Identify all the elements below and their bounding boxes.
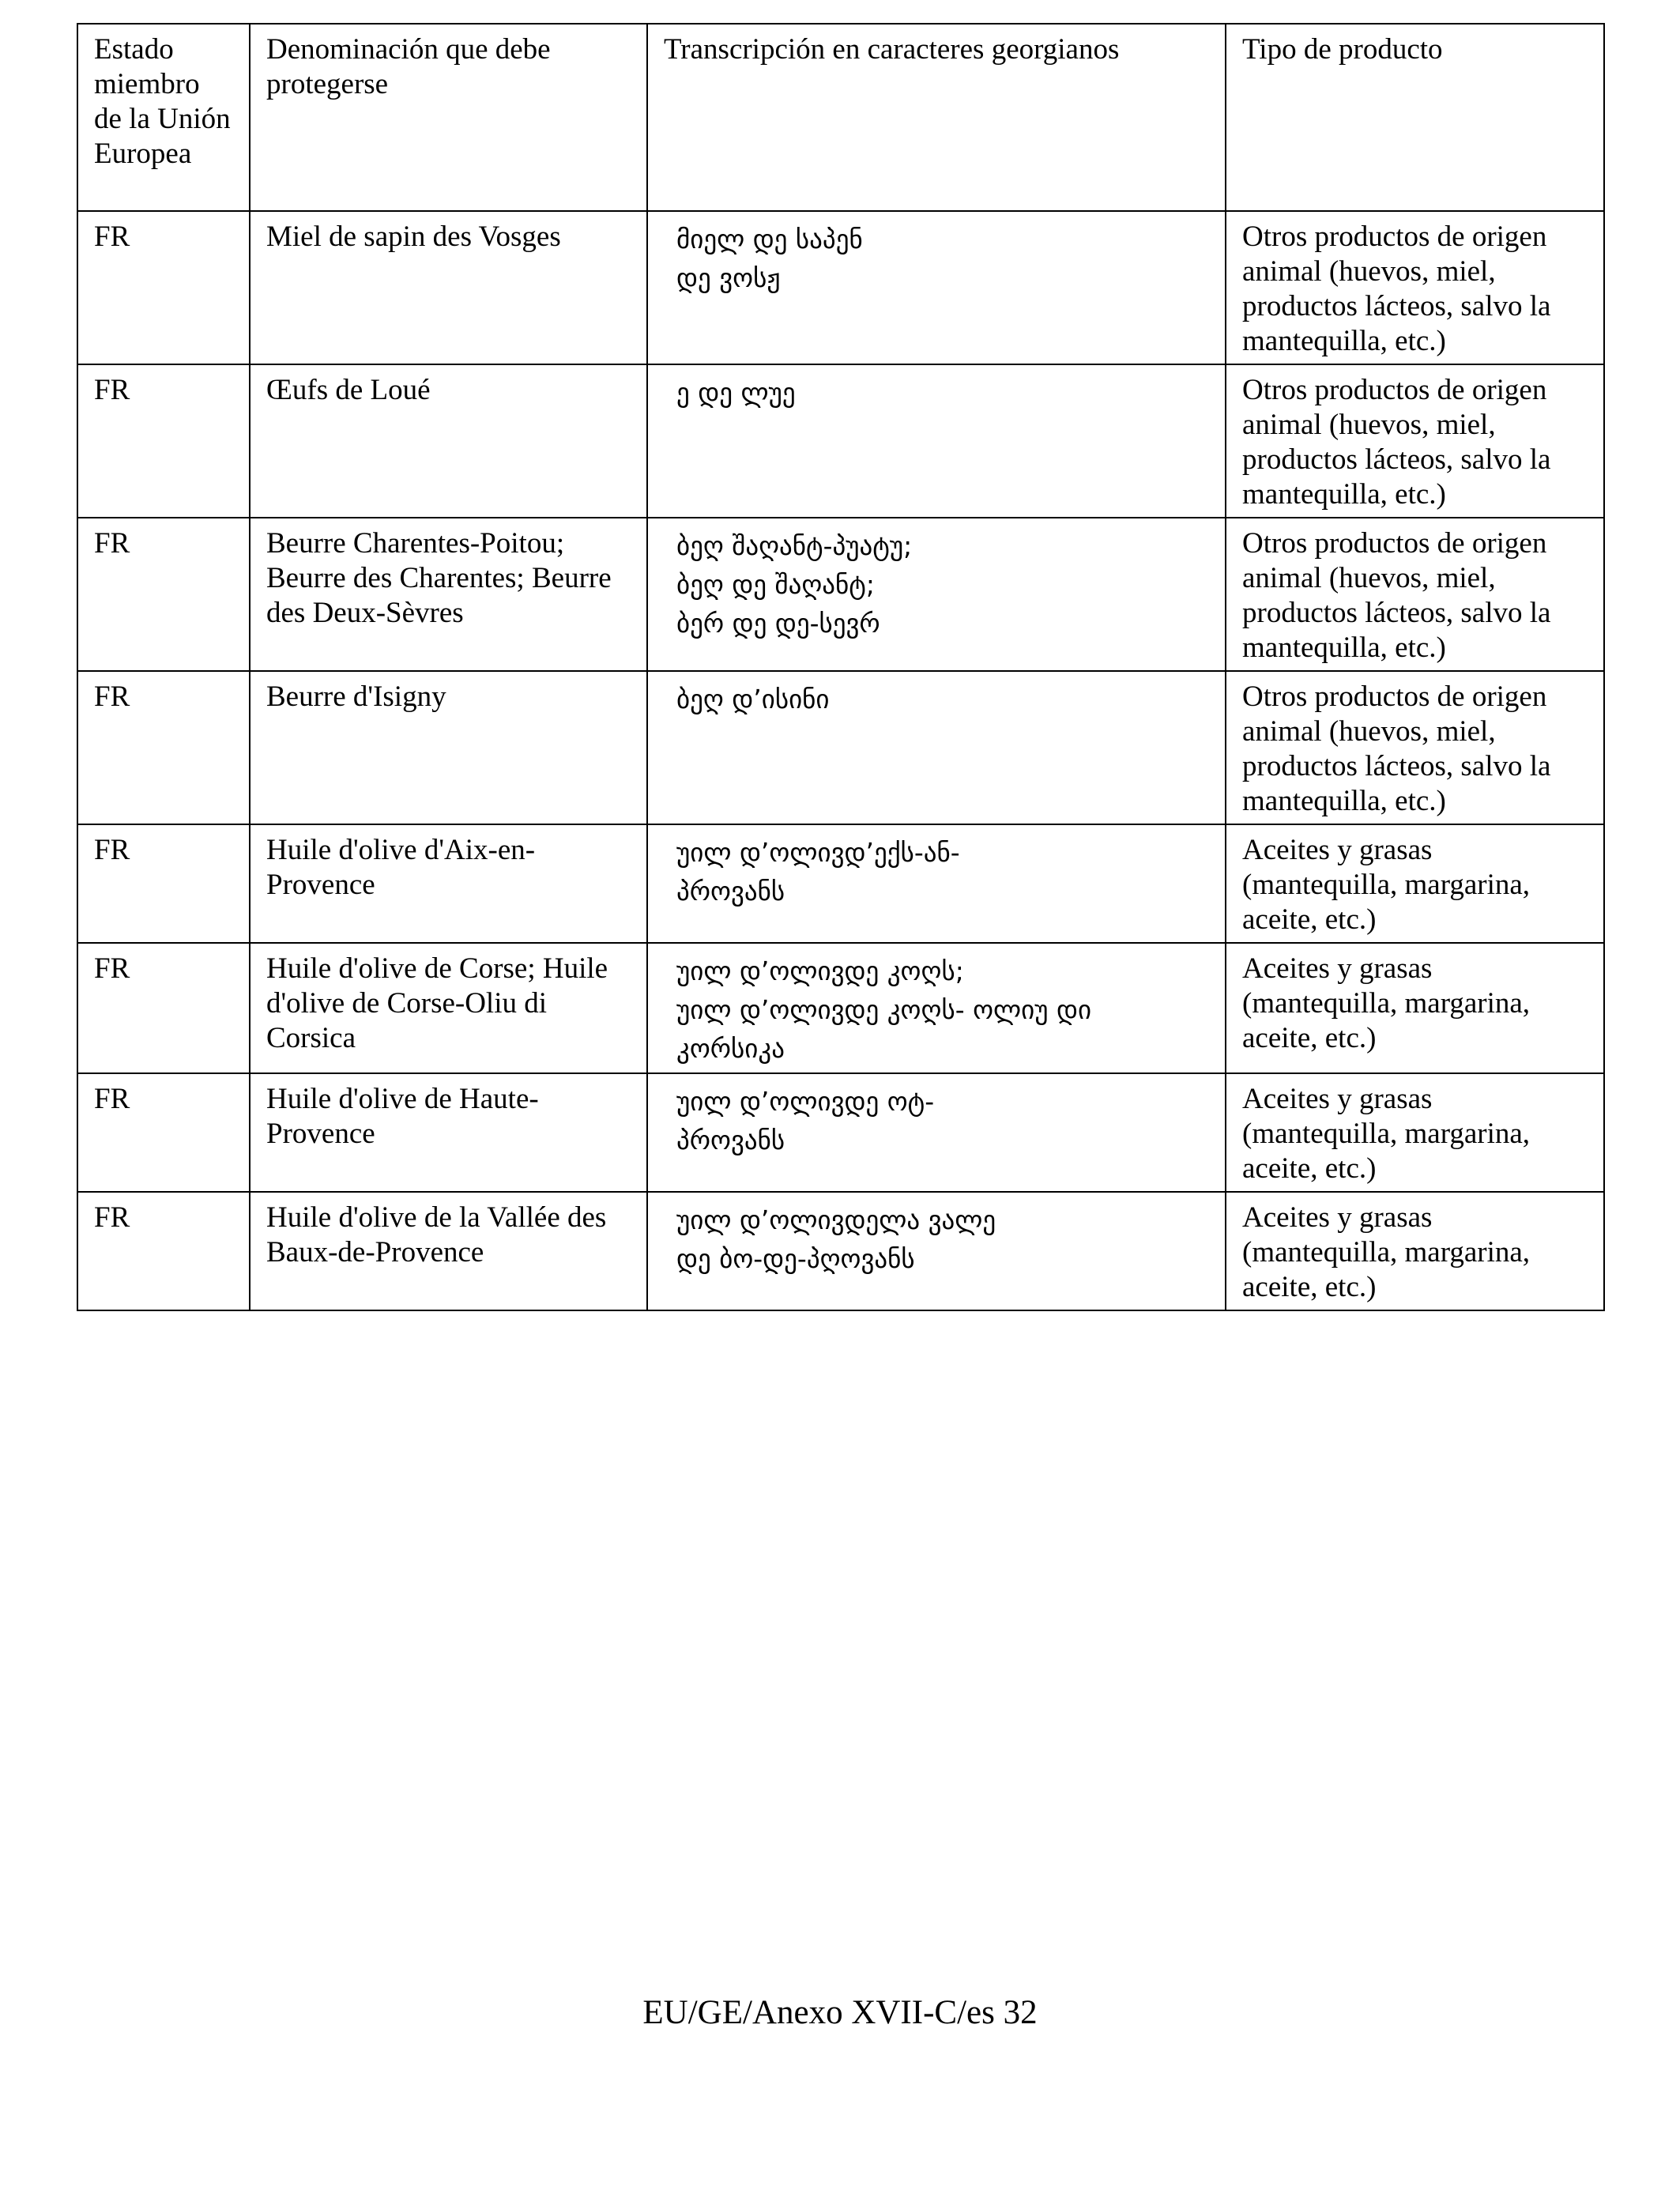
page-footer-reference: EU/GE/Anexo XVII-C/es 32 bbox=[642, 1994, 1038, 2031]
cell-denomination: Huile d'olive d'Aix-en-Provence bbox=[250, 824, 647, 943]
cell-product-type: Aceites y grasas (mantequilla, margarina, aceite, etc.) bbox=[1226, 824, 1604, 943]
table-row bbox=[77, 211, 1604, 364]
cell-georgian-transcription bbox=[647, 364, 1226, 518]
cell-product-type: Otros productos de origen animal (huevos, miel, productos lácteos, salvo la mantequilla, etc.) bbox=[1226, 671, 1604, 824]
georgian-line: პროვანს bbox=[676, 1125, 785, 1155]
georgian-line: ბეღ შაღანტ-პუატუ; bbox=[676, 530, 913, 561]
georgian-line: დე ბო-დე-პღოვანს bbox=[676, 1243, 915, 1274]
cell-denomination: Miel de sapin des Vosges bbox=[250, 211, 647, 364]
cell-product-type: Otros productos de origen animal (huevos, miel, productos lácteos, salvo la mantequilla, etc.) bbox=[1226, 518, 1604, 671]
cell-georgian-transcription bbox=[647, 671, 1226, 824]
geographical-indications-table bbox=[77, 23, 1605, 1311]
cell-member-state: FR bbox=[77, 671, 250, 824]
table-header-row bbox=[77, 24, 1604, 211]
georgian-line: უილ დ’ოლივდე კოღს- ოლიუ დი bbox=[676, 994, 1092, 1025]
header-product-type: Tipo de producto bbox=[1226, 24, 1604, 211]
georgian-line: დე ვოსჟ bbox=[676, 262, 781, 293]
georgian-line: პროვანს bbox=[676, 876, 785, 907]
header-denomination: Denominación que debe protegerse bbox=[250, 24, 647, 211]
cell-denomination: Beurre d'Isigny bbox=[250, 671, 647, 824]
cell-member-state: FR bbox=[77, 364, 250, 518]
georgian-line: უილ დ’ოლივდელა ვალე bbox=[676, 1204, 996, 1235]
cell-georgian-transcription bbox=[647, 824, 1226, 943]
cell-product-type: Otros productos de origen animal (huevos, miel, productos lácteos, salvo la mantequilla, etc.) bbox=[1226, 211, 1604, 364]
georgian-line: უილ დ’ოლივდე ოტ- bbox=[676, 1086, 935, 1117]
georgian-line: კორსიკა bbox=[676, 1033, 785, 1064]
georgian-line: მიელ დე საპენ bbox=[676, 224, 863, 254]
georgian-line: ბეღ დე შაღანტ; bbox=[676, 569, 875, 600]
table-row bbox=[77, 364, 1604, 518]
cell-denomination: Huile d'olive de Haute-Provence bbox=[250, 1073, 647, 1192]
georgian-line: ე დე ლუე bbox=[676, 377, 796, 408]
georgian-line: უილ დ’ოლივდ’ექს-ან- bbox=[676, 837, 960, 868]
cell-georgian-transcription bbox=[647, 1073, 1226, 1192]
table-row bbox=[77, 1073, 1604, 1192]
header-georgian-transcription: Transcripción en caracteres georgianos bbox=[647, 24, 1226, 211]
cell-member-state: FR bbox=[77, 1073, 250, 1192]
cell-denomination: Huile d'olive de la Vallée des Baux-de-Provence bbox=[250, 1192, 647, 1310]
header-member-state: Estado miembro de la Unión Europea bbox=[77, 24, 250, 211]
georgian-line: უილ დ’ოლივდე კოღს; bbox=[676, 956, 964, 986]
cell-member-state: FR bbox=[77, 518, 250, 671]
cell-georgian-transcription bbox=[647, 518, 1226, 671]
cell-denomination: Huile d'olive de Corse; Huile d'olive de Corse-Oliu di Corsica bbox=[250, 943, 647, 1073]
cell-georgian-transcription bbox=[647, 211, 1226, 364]
table-row bbox=[77, 671, 1604, 824]
cell-member-state: FR bbox=[77, 824, 250, 943]
cell-member-state: FR bbox=[77, 211, 250, 364]
table-row bbox=[77, 1192, 1604, 1310]
cell-product-type: Otros productos de origen animal (huevos, miel, productos lácteos, salvo la mantequilla, etc.) bbox=[1226, 364, 1604, 518]
table-row bbox=[77, 824, 1604, 943]
table-row bbox=[77, 518, 1604, 671]
cell-product-type: Aceites y grasas (mantequilla, margarina, aceite, etc.) bbox=[1226, 943, 1604, 1073]
cell-denomination: Œufs de Loué bbox=[250, 364, 647, 518]
georgian-line: ბეღ დ’ისინი bbox=[676, 684, 830, 714]
cell-denomination: Beurre Charentes-Poitou; Beurre des Charentes; Beurre des Deux-Sèvres bbox=[250, 518, 647, 671]
georgian-line: ბერ დე დე-სევრ bbox=[676, 608, 880, 639]
cell-member-state: FR bbox=[77, 1192, 250, 1310]
cell-product-type: Aceites y grasas (mantequilla, margarina, aceite, etc.) bbox=[1226, 1073, 1604, 1192]
cell-member-state: FR bbox=[77, 943, 250, 1073]
cell-georgian-transcription bbox=[647, 943, 1226, 1073]
cell-georgian-transcription bbox=[647, 1192, 1226, 1310]
table-row bbox=[77, 943, 1604, 1073]
cell-product-type: Aceites y grasas (mantequilla, margarina, aceite, etc.) bbox=[1226, 1192, 1604, 1310]
